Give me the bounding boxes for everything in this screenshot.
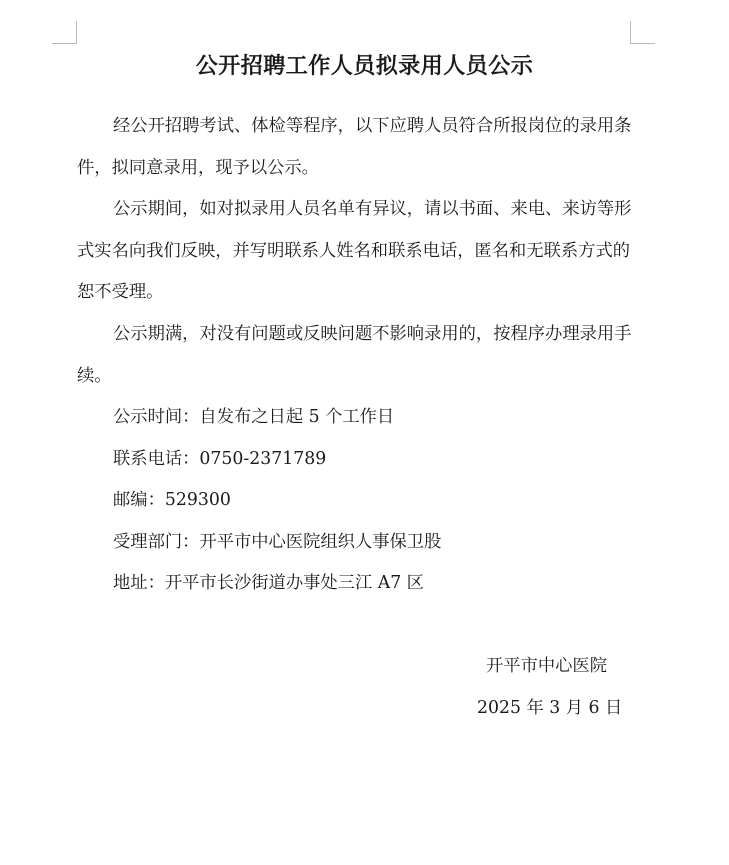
paragraph-procedure: 公示期满，对没有问题或反映问题不影响录用的，按程序办理录用手续。 bbox=[77, 324, 632, 386]
detail-postcode: 邮编：529300 bbox=[113, 490, 231, 510]
paragraph-objection: 公示期间，如对拟录用人员名单有异议，请以书面、来电、来访等形式实名向我们反映，并写明联系人姓名和联系电话，匿名和无联系方式的恕不受理。 bbox=[77, 199, 632, 302]
signature-organization: 开平市中心医院 bbox=[486, 656, 607, 676]
signature-date: 2025 年 3 月 6 日 bbox=[477, 698, 623, 718]
detail-department: 受理部门：开平市中心医院组织人事保卫股 bbox=[113, 532, 442, 552]
crop-mark-top-left bbox=[52, 21, 77, 44]
detail-phone: 联系电话：0750-2371789 bbox=[113, 449, 327, 469]
detail-period: 公示时间：自发布之日起 5 个工作日 bbox=[113, 407, 395, 427]
page-title: 公开招聘工作人员拟录用人员公示 bbox=[195, 53, 534, 79]
crop-mark-top-right bbox=[630, 21, 655, 44]
paragraph-intro: 经公开招聘考试、体检等程序，以下应聘人员符合所报岗位的录用条件，拟同意录用，现予以公示。 bbox=[77, 116, 632, 178]
detail-address: 地址：开平市长沙街道办事处三江 A7 区 bbox=[113, 573, 424, 593]
